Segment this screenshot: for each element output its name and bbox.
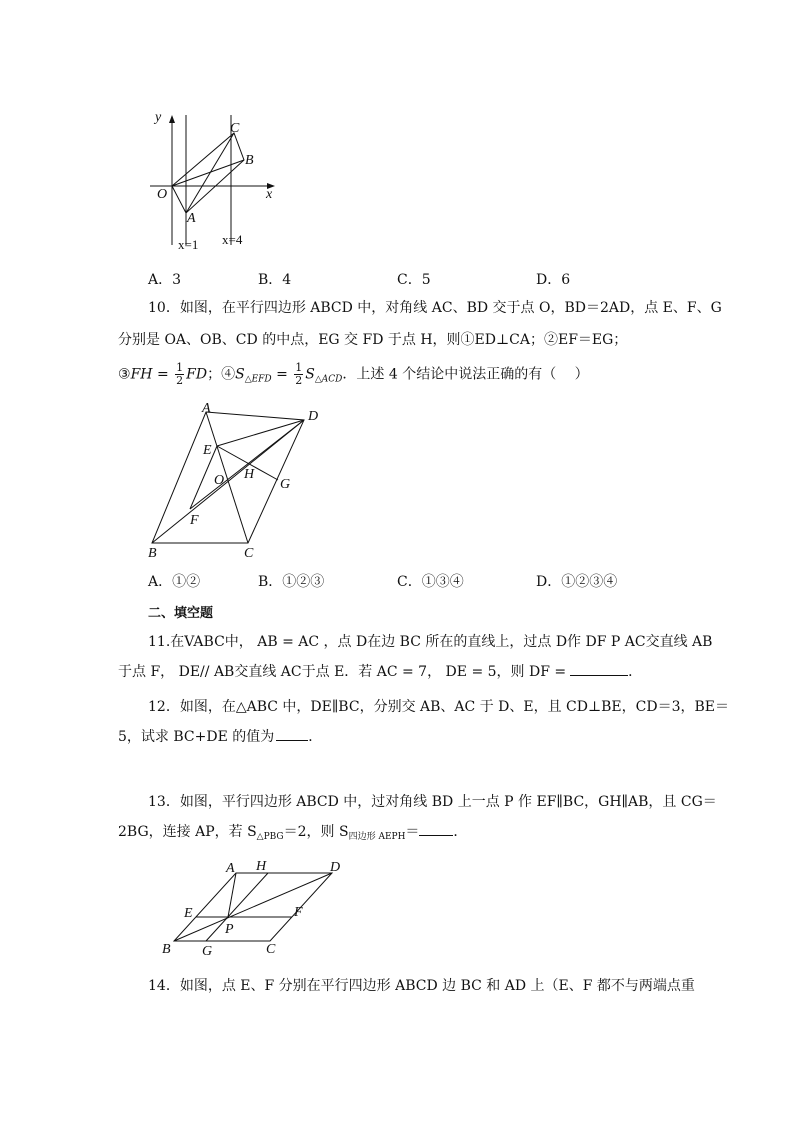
segment-ED xyxy=(217,420,304,446)
q12-answer-blank[interactable] xyxy=(276,728,308,741)
label-C: C xyxy=(266,942,276,957)
label-x: x xyxy=(266,187,273,202)
label-y: y xyxy=(155,110,162,125)
q10-fraction-2: $\frac{1}{2}$ xyxy=(295,361,303,387)
label-O: O xyxy=(214,473,225,488)
label-D: D xyxy=(308,409,319,424)
q9-option-d[interactable]: D．6 xyxy=(536,272,571,288)
q10-line2: 分别是 OA、OB、CD 的中点，EG 交 FD 于点 H，则①ED⊥CA；②EF＝EG； xyxy=(118,332,628,348)
label-C: C xyxy=(244,546,254,561)
q10-line3: ③FH = $\frac{1}{2}$ FD；$④S_{\triangle EFD}$ = $\frac{1}{2}$ $S_{\triangle ACD}$．上述 4 个结论中说法正确的有（ ） xyxy=(118,361,589,387)
label-B: B xyxy=(162,942,171,957)
q9-option-a[interactable]: A．3 xyxy=(148,272,182,288)
label-x-eq-1: x=1 xyxy=(178,237,199,252)
q12-line2: 5，试求 BC+DE 的值为 ． xyxy=(118,729,323,745)
label-A: A xyxy=(187,211,196,226)
label-O: O xyxy=(157,187,168,202)
label-B: B xyxy=(245,153,254,168)
q9-option-c[interactable]: C．5 xyxy=(397,272,431,288)
q10-l3-f: ．上述 4 个结论中说法正确的有（ ） xyxy=(342,366,589,383)
label-G: G xyxy=(202,944,213,959)
label-E: E xyxy=(184,906,193,921)
label-F: F xyxy=(294,905,303,920)
q11-line1: 11.在VABC中， AB = AC ，点 D在边 BC 所在的直线上，过点 D作 DF P AC交直线 AB xyxy=(148,634,713,650)
q10-l3-c: = xyxy=(152,366,174,383)
q13-answer-blank[interactable] xyxy=(419,823,453,836)
label-C: C xyxy=(230,121,240,136)
q13-line2: 2BG，连接 AP，若 $S_{\triangle PBG}=2$，则 $S_{四边形 AEPH}=$ ． xyxy=(118,824,468,842)
label-G: G xyxy=(280,477,291,492)
q10-option-b[interactable]: B．①②③ xyxy=(258,574,325,590)
label-D: D xyxy=(330,860,341,875)
q11-answer-blank[interactable] xyxy=(570,663,628,676)
label-E: E xyxy=(203,443,212,458)
q10-l3-b: FH xyxy=(130,366,153,383)
label-A: A xyxy=(202,401,211,416)
diagonal-BD xyxy=(174,873,332,941)
section-fill-in-blank: 二、填空题 xyxy=(148,606,214,621)
segment-FD xyxy=(190,420,304,509)
segment-GH xyxy=(206,873,268,941)
q9-option-b[interactable]: B．4 xyxy=(258,272,292,288)
q10-l3-d: FD xyxy=(186,366,208,383)
q12-line1: 12．如图，在△ABC 中，DE∥BC，分别交 AB、AC 于 D、E，且 CD⊥BE，CD＝3，BE＝ xyxy=(148,699,729,715)
label-A: A xyxy=(226,861,235,876)
q10-l3-a: ③ xyxy=(118,366,131,383)
q11-line2: 于点 F， DE// AB交直线 AC于点 E．若 AC = 7， DE = 5，则 DF = ． xyxy=(118,664,643,680)
segment-AP xyxy=(228,873,236,917)
label-H: H xyxy=(256,859,267,874)
diagonal-AC xyxy=(206,412,248,543)
q10-l3-e: ；④ xyxy=(207,366,236,383)
label-x-eq-4: x=4 xyxy=(222,232,243,247)
q13-parallelogram-figure xyxy=(158,855,358,960)
q9-coordinate-figure xyxy=(140,105,290,255)
y-arrow xyxy=(169,115,175,123)
q14-line1: 14．如图，点 E、F 分别在平行四边形 ABCD 边 BC 和 AD 上（E、F 都不与两端点重 xyxy=(148,978,695,994)
diagonal-OB xyxy=(172,160,244,186)
q10-line1: 10．如图，在平行四边形 ABCD 中，对角线 AC、BD 交于点 O，BD＝2AD，点 E、F、G xyxy=(148,300,722,316)
label-P: P xyxy=(225,922,234,937)
label-B: B xyxy=(148,546,157,561)
label-F: F xyxy=(190,513,199,528)
q10-option-d[interactable]: D．①②③④ xyxy=(536,574,618,590)
q10-fraction: $\frac{1}{2}$ xyxy=(176,361,184,387)
q10-parallelogram-figure xyxy=(140,400,330,565)
q10-option-c[interactable]: C．①③④ xyxy=(397,574,464,590)
q13-line1: 13．如图，平行四边形 ABCD 中，过对角线 BD 上一点 P 作 EF∥BC，GH∥AB，且 CG＝ xyxy=(148,794,717,810)
label-H: H xyxy=(244,467,255,482)
q10-option-a[interactable]: A．①② xyxy=(148,574,201,590)
diagonal-AC xyxy=(186,133,234,213)
